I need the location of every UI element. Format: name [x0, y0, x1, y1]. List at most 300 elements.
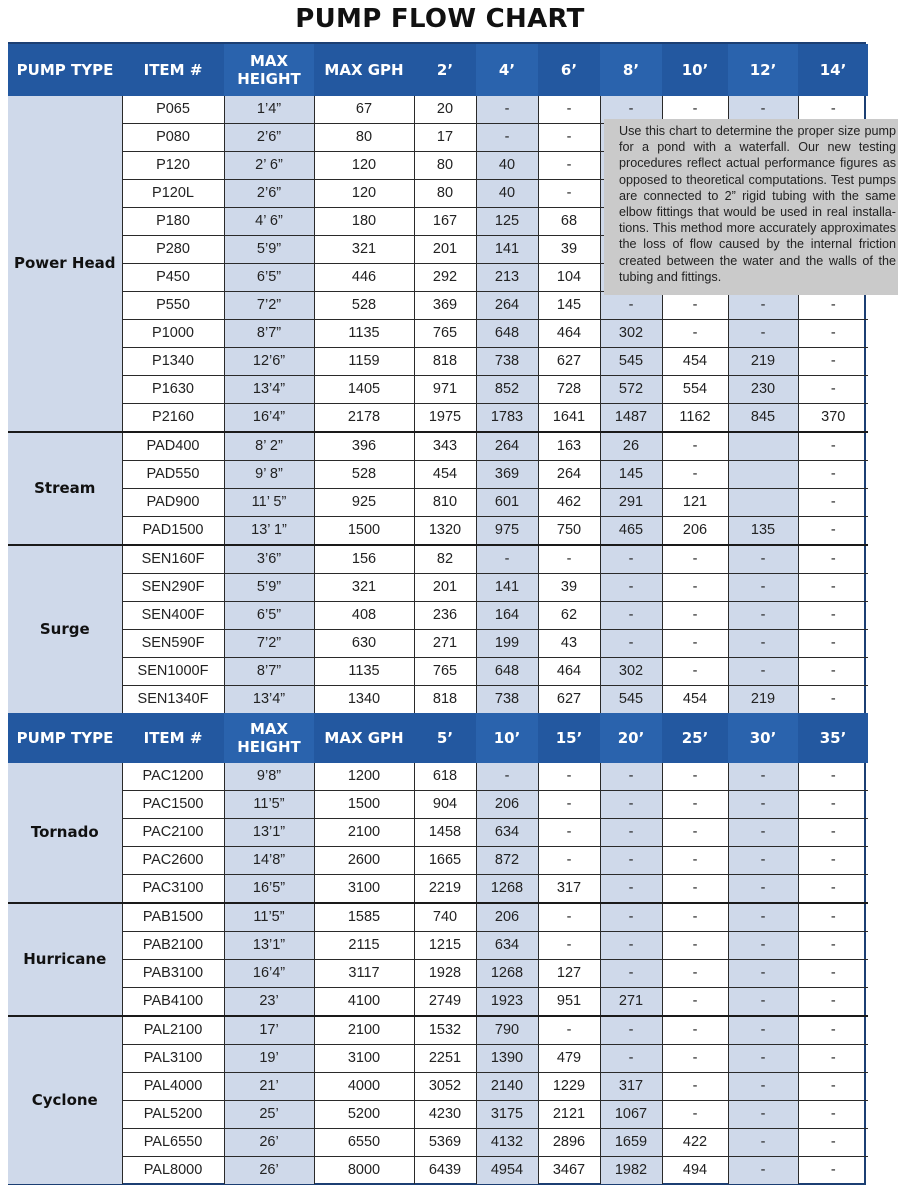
flow-cell: 904 [414, 791, 476, 819]
flow-cell: - [662, 763, 728, 791]
flow-cell: 1665 [414, 847, 476, 875]
flow-cell: - [662, 545, 728, 574]
header-height-7: 35’ [798, 713, 868, 763]
flow-cell: - [600, 791, 662, 819]
flow-cell: 369 [476, 461, 538, 489]
flow-cell: - [728, 932, 798, 960]
flow-cell: 545 [600, 686, 662, 714]
header-height-2: 4’ [476, 44, 538, 96]
flow-cell: 271 [414, 630, 476, 658]
flow-cell: 464 [538, 658, 600, 686]
flow-cell: - [728, 988, 798, 1017]
flow-cell: 479 [538, 1045, 600, 1073]
flow-cell: - [798, 574, 868, 602]
flow-cell: - [798, 875, 868, 904]
flow-cell: 818 [414, 348, 476, 376]
flow-cell: 6439 [414, 1157, 476, 1185]
flow-cell: 494 [662, 1157, 728, 1185]
max-gph-cell: 67 [314, 96, 414, 124]
flow-cell: - [600, 630, 662, 658]
flow-cell: 80 [414, 152, 476, 180]
flow-cell: - [798, 432, 868, 461]
flow-cell: 2749 [414, 988, 476, 1017]
flow-cell: - [798, 791, 868, 819]
flow-cell: - [728, 1129, 798, 1157]
flow-cell: - [538, 545, 600, 574]
flow-cell: 648 [476, 320, 538, 348]
header-height-7: 14’ [798, 44, 868, 96]
flow-cell: - [538, 96, 600, 124]
flow-cell: 1390 [476, 1045, 538, 1073]
flow-cell: - [728, 1016, 798, 1045]
flow-cell: 369 [414, 292, 476, 320]
max-height-cell: 26’ [224, 1129, 314, 1157]
flow-cell: - [476, 545, 538, 574]
flow-cell: - [798, 1073, 868, 1101]
flow-cell: - [798, 517, 868, 546]
max-gph-cell: 3100 [314, 1045, 414, 1073]
flow-cell: - [600, 903, 662, 932]
pump-type-label: Tornado [8, 763, 122, 903]
flow-cell: 264 [476, 292, 538, 320]
max-height-cell: 12’6” [224, 348, 314, 376]
max-height-cell: 13’1” [224, 932, 314, 960]
max-height-cell: 8’ 2” [224, 432, 314, 461]
header2-row [8, 713, 868, 763]
header-height-3: 6’ [538, 44, 600, 96]
max-height-cell: 9’ 8” [224, 461, 314, 489]
max-height-cell: 3’6” [224, 545, 314, 574]
item-number-cell: PAB2100 [122, 932, 224, 960]
max-gph-cell: 925 [314, 489, 414, 517]
flow-cell: 765 [414, 320, 476, 348]
flow-cell: 627 [538, 686, 600, 714]
item-number-cell: SEN1340F [122, 686, 224, 714]
chart-note: Use this chart to determine the proper size pump for a pond with a waterfall. Our new testing procedures reflect actual performance figures as opposed to theoretical computations. Test pumps are connected to 2” rigid tubing with the same elbow fittings that would be used in real installa-tions. This method more accurately approximates the loss of flow caused by the internal friction created between the water and the walls of the tubing and fittings. [604, 119, 898, 295]
table-row [8, 348, 868, 376]
max-gph-cell: 2100 [314, 1016, 414, 1045]
header-pump-type: PUMP TYPE [8, 44, 122, 96]
max-height-cell: 6’5” [224, 602, 314, 630]
max-height-cell: 11’5” [224, 791, 314, 819]
max-height-cell: 8’7” [224, 320, 314, 348]
flow-cell: 1229 [538, 1073, 600, 1101]
max-gph-cell: 1200 [314, 763, 414, 791]
flow-cell: 872 [476, 847, 538, 875]
flow-cell: 1923 [476, 988, 538, 1017]
flow-cell: - [662, 658, 728, 686]
table-row [8, 819, 868, 847]
max-gph-cell: 180 [314, 208, 414, 236]
flow-cell: - [600, 602, 662, 630]
flow-cell: 291 [600, 489, 662, 517]
max-gph-cell: 1405 [314, 376, 414, 404]
table-row [8, 658, 868, 686]
header-height-6: 30’ [728, 713, 798, 763]
item-number-cell: PAL3100 [122, 1045, 224, 1073]
flow-cell: - [662, 320, 728, 348]
flow-cell: 818 [414, 686, 476, 714]
item-number-cell: PAC2100 [122, 819, 224, 847]
max-gph-cell: 321 [314, 236, 414, 264]
flow-cell: - [662, 791, 728, 819]
flow-cell: 1641 [538, 404, 600, 433]
flow-cell: - [728, 1073, 798, 1101]
flow-cell: 40 [476, 180, 538, 208]
flow-cell: 740 [414, 903, 476, 932]
flow-cell: - [476, 96, 538, 124]
flow-cell: - [600, 763, 662, 791]
item-number-cell: SEN1000F [122, 658, 224, 686]
item-number-cell: PAD550 [122, 461, 224, 489]
table-row [8, 545, 868, 574]
flow-cell: - [538, 819, 600, 847]
flow-cell: 163 [538, 432, 600, 461]
flow-cell: 3467 [538, 1157, 600, 1185]
flow-cell: 213 [476, 264, 538, 292]
flow-cell: - [798, 376, 868, 404]
item-number-cell: P1630 [122, 376, 224, 404]
flow-cell: - [538, 791, 600, 819]
flow-cell: 236 [414, 602, 476, 630]
flow-cell: 790 [476, 1016, 538, 1045]
item-number-cell: PAL2100 [122, 1016, 224, 1045]
flow-cell: 40 [476, 152, 538, 180]
flow-cell: 2140 [476, 1073, 538, 1101]
max-height-cell: 23’ [224, 988, 314, 1017]
flow-cell: 1067 [600, 1101, 662, 1129]
table-row [8, 320, 868, 348]
flow-cell: 302 [600, 320, 662, 348]
flow-cell: - [600, 875, 662, 904]
flow-cell: - [728, 847, 798, 875]
flow-cell: 454 [662, 348, 728, 376]
max-gph-cell: 396 [314, 432, 414, 461]
flow-cell: - [662, 1101, 728, 1129]
flow-cell: 2121 [538, 1101, 600, 1129]
flow-cell: - [798, 1101, 868, 1129]
flow-cell: - [728, 960, 798, 988]
table-row [8, 461, 868, 489]
flow-cell: - [662, 432, 728, 461]
flow-cell: 572 [600, 376, 662, 404]
table-row [8, 574, 868, 602]
max-height-cell: 1’4” [224, 96, 314, 124]
max-gph-cell: 3100 [314, 875, 414, 904]
flow-cell: 2219 [414, 875, 476, 904]
flow-cell: - [798, 489, 868, 517]
flow-cell: 201 [414, 574, 476, 602]
flow-cell [728, 489, 798, 517]
table-row [8, 686, 868, 714]
flow-cell: - [798, 1016, 868, 1045]
flow-cell: - [600, 960, 662, 988]
flow-cell: 454 [414, 461, 476, 489]
flow-cell: - [662, 1073, 728, 1101]
flow-cell: - [662, 1045, 728, 1073]
max-height-cell: 13’ 1” [224, 517, 314, 546]
flow-cell: - [728, 1101, 798, 1129]
flow-cell: 1268 [476, 960, 538, 988]
flow-cell: 17 [414, 124, 476, 152]
flow-cell: 454 [662, 686, 728, 714]
flow-cell: 141 [476, 236, 538, 264]
flow-cell: - [600, 847, 662, 875]
flow-cell: - [476, 124, 538, 152]
max-height-cell: 8’7” [224, 658, 314, 686]
table-row [8, 1045, 868, 1073]
table-row [8, 602, 868, 630]
flow-cell: 1458 [414, 819, 476, 847]
flow-cell: 2896 [538, 1129, 600, 1157]
flow-cell: - [600, 1045, 662, 1073]
flow-cell: 1487 [600, 404, 662, 433]
max-gph-cell: 4100 [314, 988, 414, 1017]
flow-cell: 3052 [414, 1073, 476, 1101]
pump-type-label: Hurricane [8, 903, 122, 1016]
max-height-cell: 17’ [224, 1016, 314, 1045]
flow-cell: - [798, 988, 868, 1017]
max-height-cell: 6’5” [224, 264, 314, 292]
max-height-cell: 2’ 6” [224, 152, 314, 180]
header-height-2: 10’ [476, 713, 538, 763]
item-number-cell: PAC1200 [122, 763, 224, 791]
flow-cell: - [798, 292, 868, 320]
flow-cell: 62 [538, 602, 600, 630]
flow-cell: - [662, 819, 728, 847]
flow-cell: - [538, 180, 600, 208]
flow-cell: 230 [728, 376, 798, 404]
flow-cell: 1659 [600, 1129, 662, 1157]
flow-cell: - [728, 791, 798, 819]
flow-cell: - [662, 960, 728, 988]
flow-cell: 1928 [414, 960, 476, 988]
header-height-5: 25’ [662, 713, 728, 763]
item-number-cell: PAL5200 [122, 1101, 224, 1129]
max-gph-cell: 1500 [314, 791, 414, 819]
max-height-cell: 11’ 5” [224, 489, 314, 517]
flow-cell: 68 [538, 208, 600, 236]
table-row [8, 489, 868, 517]
max-gph-cell: 528 [314, 461, 414, 489]
flow-cell: - [798, 1129, 868, 1157]
max-gph-cell: 4000 [314, 1073, 414, 1101]
flow-cell: 738 [476, 686, 538, 714]
max-height-cell: 26’ [224, 1157, 314, 1185]
flow-cell: 121 [662, 489, 728, 517]
flow-cell: - [538, 847, 600, 875]
flow-cell: - [798, 763, 868, 791]
header1-row [8, 44, 868, 96]
pump-type-label: Surge [8, 545, 122, 713]
flow-cell: - [728, 320, 798, 348]
max-height-cell: 7’2” [224, 630, 314, 658]
item-number-cell: PAC2600 [122, 847, 224, 875]
item-number-cell: PAB3100 [122, 960, 224, 988]
max-gph-cell: 2600 [314, 847, 414, 875]
flow-cell: 2251 [414, 1045, 476, 1073]
flow-cell: 554 [662, 376, 728, 404]
flow-cell: - [728, 602, 798, 630]
max-gph-cell: 446 [314, 264, 414, 292]
flow-cell: 4230 [414, 1101, 476, 1129]
max-gph-cell: 8000 [314, 1157, 414, 1185]
max-height-cell: 11’5” [224, 903, 314, 932]
item-number-cell: PAC3100 [122, 875, 224, 904]
flow-cell: 810 [414, 489, 476, 517]
table-row [8, 847, 868, 875]
header-item: ITEM # [122, 44, 224, 96]
table-row [8, 517, 868, 546]
header-height-3: 15’ [538, 713, 600, 763]
flow-cell: - [600, 545, 662, 574]
flow-cell: - [728, 292, 798, 320]
max-height-cell: 14’8” [224, 847, 314, 875]
flow-cell: - [600, 932, 662, 960]
flow-cell: - [798, 819, 868, 847]
flow-cell: 627 [538, 348, 600, 376]
flow-cell: 264 [476, 432, 538, 461]
flow-cell [728, 461, 798, 489]
flow-cell: 271 [600, 988, 662, 1017]
table-row [8, 875, 868, 904]
header-max-height-line1: MAX [249, 720, 289, 738]
flow-cell: 951 [538, 988, 600, 1017]
item-number-cell: P080 [122, 124, 224, 152]
max-height-cell: 21’ [224, 1073, 314, 1101]
item-number-cell: PAD900 [122, 489, 224, 517]
max-gph-cell: 1500 [314, 517, 414, 546]
max-height-cell: 19’ [224, 1045, 314, 1073]
flow-cell: - [538, 903, 600, 932]
item-number-cell: PAC1500 [122, 791, 224, 819]
table-row [8, 404, 868, 433]
flow-cell: - [600, 574, 662, 602]
header-pump-type: PUMP TYPE [8, 713, 122, 763]
header-max-height-line2: HEIGHT [237, 738, 301, 756]
item-number-cell: P1340 [122, 348, 224, 376]
item-number-cell: PAL6550 [122, 1129, 224, 1157]
flow-cell: - [798, 960, 868, 988]
flow-cell: 1268 [476, 875, 538, 904]
header-height-1: 2’ [414, 44, 476, 96]
flow-cell: - [538, 152, 600, 180]
flow-cell: - [728, 1045, 798, 1073]
header-max-height [224, 44, 314, 96]
flow-cell: 43 [538, 630, 600, 658]
flow-cell: 167 [414, 208, 476, 236]
flow-cell: 164 [476, 602, 538, 630]
header-max-height-line1: MAX [249, 52, 289, 70]
max-gph-cell: 6550 [314, 1129, 414, 1157]
flow-cell: 20 [414, 96, 476, 124]
flow-cell: 127 [538, 960, 600, 988]
table-row [8, 932, 868, 960]
flow-cell: 370 [798, 404, 868, 433]
flow-cell: - [662, 903, 728, 932]
header-max-gph: MAX GPH [314, 44, 414, 96]
flow-cell: 3175 [476, 1101, 538, 1129]
flow-cell: - [476, 763, 538, 791]
flow-cell: - [798, 686, 868, 714]
flow-cell: - [662, 292, 728, 320]
flow-cell: - [728, 574, 798, 602]
item-number-cell: SEN290F [122, 574, 224, 602]
flow-cell: - [728, 1157, 798, 1185]
flow-cell: 1320 [414, 517, 476, 546]
flow-cell: 4132 [476, 1129, 538, 1157]
page-title: PUMP FLOW CHART [295, 4, 585, 34]
flow-cell: - [728, 819, 798, 847]
header-item: ITEM # [122, 713, 224, 763]
flow-cell: 750 [538, 517, 600, 546]
table-row [8, 960, 868, 988]
item-number-cell: PAD1500 [122, 517, 224, 546]
flow-cell: - [662, 96, 728, 124]
flow-cell: 464 [538, 320, 600, 348]
flow-cell: 1532 [414, 1016, 476, 1045]
max-height-cell: 13’1” [224, 819, 314, 847]
flow-cell: 852 [476, 376, 538, 404]
flow-cell: 141 [476, 574, 538, 602]
flow-cell: - [538, 1016, 600, 1045]
max-height-cell: 4’ 6” [224, 208, 314, 236]
max-height-cell: 25’ [224, 1101, 314, 1129]
table-row [8, 630, 868, 658]
flow-cell: - [798, 658, 868, 686]
item-number-cell: P450 [122, 264, 224, 292]
flow-cell: - [798, 847, 868, 875]
flow-cell: 618 [414, 763, 476, 791]
item-number-cell: P065 [122, 96, 224, 124]
item-number-cell: P180 [122, 208, 224, 236]
max-height-cell: 2’6” [224, 180, 314, 208]
flow-cell: - [538, 932, 600, 960]
max-height-cell: 16’4” [224, 404, 314, 433]
table-row [8, 1101, 868, 1129]
flow-cell: 104 [538, 264, 600, 292]
item-number-cell: SEN590F [122, 630, 224, 658]
flow-cell: - [662, 875, 728, 904]
item-number-cell: P2160 [122, 404, 224, 433]
flow-cell: 317 [538, 875, 600, 904]
flow-cell: 39 [538, 236, 600, 264]
item-number-cell: PAB4100 [122, 988, 224, 1017]
flow-cell: 1975 [414, 404, 476, 433]
flow-cell: 145 [600, 461, 662, 489]
max-height-cell: 16’4” [224, 960, 314, 988]
flow-cell: - [662, 932, 728, 960]
flow-cell: 145 [538, 292, 600, 320]
flow-cell: - [728, 96, 798, 124]
table-row [8, 763, 868, 791]
flow-cell: 765 [414, 658, 476, 686]
flow-cell: - [600, 292, 662, 320]
header-height-6: 12’ [728, 44, 798, 96]
max-height-cell: 5’9” [224, 236, 314, 264]
header-height-1: 5’ [414, 713, 476, 763]
max-gph-cell: 1135 [314, 320, 414, 348]
max-gph-cell: 1159 [314, 348, 414, 376]
table-row [8, 1157, 868, 1185]
flow-cell: - [798, 348, 868, 376]
max-height-cell: 13’4” [224, 376, 314, 404]
item-number-cell: SEN160F [122, 545, 224, 574]
flow-cell: - [728, 875, 798, 904]
flow-cell: 82 [414, 545, 476, 574]
max-height-cell: 7’2” [224, 292, 314, 320]
flow-cell: 1215 [414, 932, 476, 960]
